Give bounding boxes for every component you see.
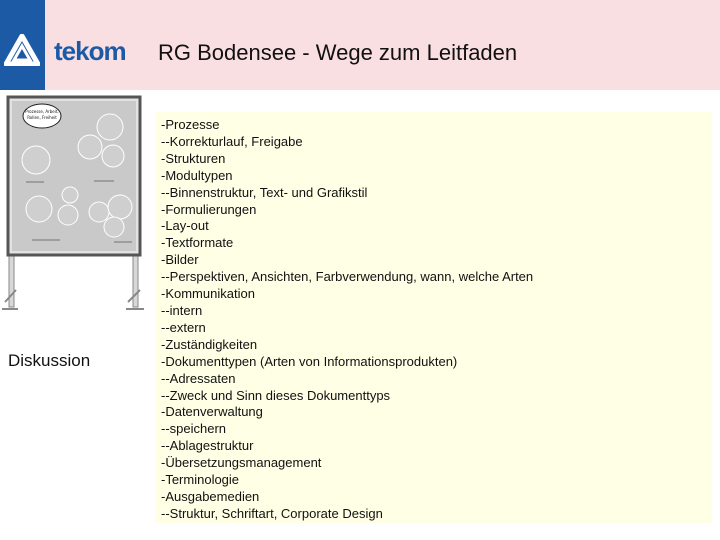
topic-list-item: --Zweck und Sinn dieses Dokumenttyps <box>161 387 391 403</box>
sidebar-item-diskussion: Diskussion <box>8 351 91 370</box>
topic-list-item: -Übersetzungsmanagement <box>161 455 322 471</box>
topic-list-item: --Binnenstruktur, Text- und Grafikstil <box>161 184 368 200</box>
topic-list-item: --Korrekturlauf, Freigabe <box>161 133 303 149</box>
topic-list-item: -Prozesse <box>161 117 220 132</box>
topic-list-item: -Textformate <box>161 235 234 251</box>
topic-list-item: --extern <box>161 319 206 335</box>
svg-text:Rollen, Freiheit: Rollen, Freiheit <box>27 115 57 120</box>
topic-list-panel <box>155 112 712 523</box>
topic-list-item: -Strukturen <box>161 150 226 166</box>
tekom-logo-mark <box>0 0 45 90</box>
topic-list-item: -Zuständigkeiten <box>161 336 258 352</box>
topic-list-item: -Dokumenttypen (Arten von Informationsprodukten) <box>161 353 458 369</box>
topic-list-item: -Terminologie <box>161 472 240 488</box>
topic-list-item: -Modultypen <box>161 167 233 183</box>
topic-list-item: --Perspektiven, Ansichten, Farbverwendung, wann, welche Arten <box>161 269 534 285</box>
topic-list-item: -Lay-out <box>161 218 209 234</box>
topic-list-item: --Ablagestruktur <box>161 438 254 454</box>
topic-list-item: --intern <box>161 302 203 318</box>
topic-list-item: --Adressaten <box>161 370 236 386</box>
whiteboard-image <box>2 92 152 327</box>
slide-header <box>0 0 720 90</box>
svg-text:Prozesse, Arbeit,: Prozesse, Arbeit, <box>25 109 59 114</box>
topic-list-item: --Struktur, Schriftart, Corporate Design <box>161 505 383 521</box>
triangle-logo-icon <box>4 34 40 66</box>
topic-list-item: -Formulierungen <box>161 201 257 217</box>
brand-logo: tekom <box>54 36 126 66</box>
topic-list <box>155 112 712 523</box>
topic-list-item: -Bilder <box>161 252 199 268</box>
topic-list-item: -Ausgabemedien <box>161 488 260 504</box>
topic-list-item: -Datenverwaltung <box>161 404 263 420</box>
page-title: RG Bodensee - Wege zum Leitfaden <box>158 40 518 65</box>
topic-list-item: -Kommunikation <box>161 286 255 302</box>
topic-list-item: --speichern <box>161 421 227 437</box>
